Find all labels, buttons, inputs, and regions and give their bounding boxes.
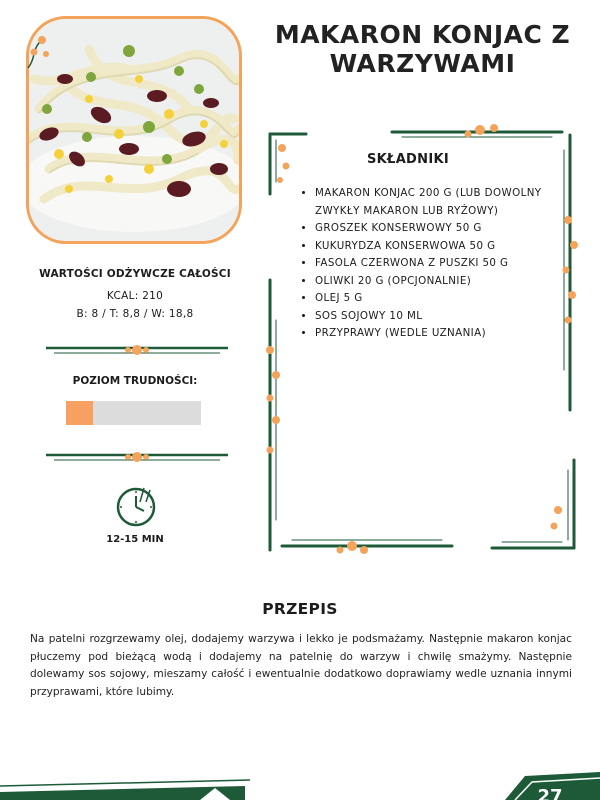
- macros-value: B: 8 / T: 8,8 / W: 18,8: [76, 308, 194, 320]
- difficulty-heading: POZIOM TRUDNOŚCI:: [72, 375, 198, 387]
- ingredient-item: • OLIWKI 20 G (OPCJONALNIE): [315, 273, 570, 291]
- ingredient-item: • SOS SOJOWY 10 ML: [315, 308, 570, 326]
- kcal-value: KCAL: 210: [106, 290, 164, 302]
- ingredient-item: • GROSZEK KONSERWOWY 50 G: [315, 220, 570, 238]
- ornament-divider: [44, 340, 230, 360]
- ingredient-item: • FASOLA CZERWONA Z PUSZKI 50 G: [315, 255, 570, 273]
- ingredients-list: [297, 185, 570, 343]
- nutrition-heading: WARTOŚCI ODŻYWCZE CAŁOŚCI: [39, 268, 231, 280]
- recipe-title: MAKARON KONJAC Z WARZYWAMI: [274, 20, 571, 78]
- page-number: 27: [537, 786, 563, 807]
- ornament-divider: [44, 447, 230, 467]
- recipe-photo: [26, 16, 242, 244]
- ingredient-item: • OLEJ 5 G: [315, 290, 570, 308]
- clock-icon: [114, 484, 158, 528]
- ingredient-item: • PRZYPRAWY (WEDLE UZNANIA): [315, 325, 570, 343]
- food-illustration: [29, 19, 239, 241]
- recipe-heading: PRZEPIS: [262, 600, 338, 618]
- prep-time: 12-15 MIN: [106, 534, 164, 545]
- ingredient-item: • MAKARON KONJAC 200 G (LUB DOWOLNY ZWYKŁY MAKARON LUB RYŻOWY): [315, 185, 570, 220]
- recipe-instructions: Na patelni rozgrzewamy olej, dodajemy warzywa i lekko je podsmażamy. Następnie makaron konjac płuczemy pod bieżącą wodą i dodajemy na patelnię do warzyw i chwilę smażymy. Następnie dolewamy sos sojowy, mieszamy całość i ewentualnie dodatkowo doprawiamy wedle uznania innymi przyprawami, które lubimy.: [30, 633, 572, 698]
- difficulty-bar: [66, 401, 201, 425]
- ingredient-item: • KUKURYDZA KONSERWOWA 50 G: [315, 238, 570, 256]
- ingredients-heading: SKŁADNIKI: [367, 152, 449, 167]
- flower-ornament-icon: [26, 30, 56, 70]
- difficulty-fill: [66, 401, 93, 425]
- footer-decoration: [0, 772, 600, 800]
